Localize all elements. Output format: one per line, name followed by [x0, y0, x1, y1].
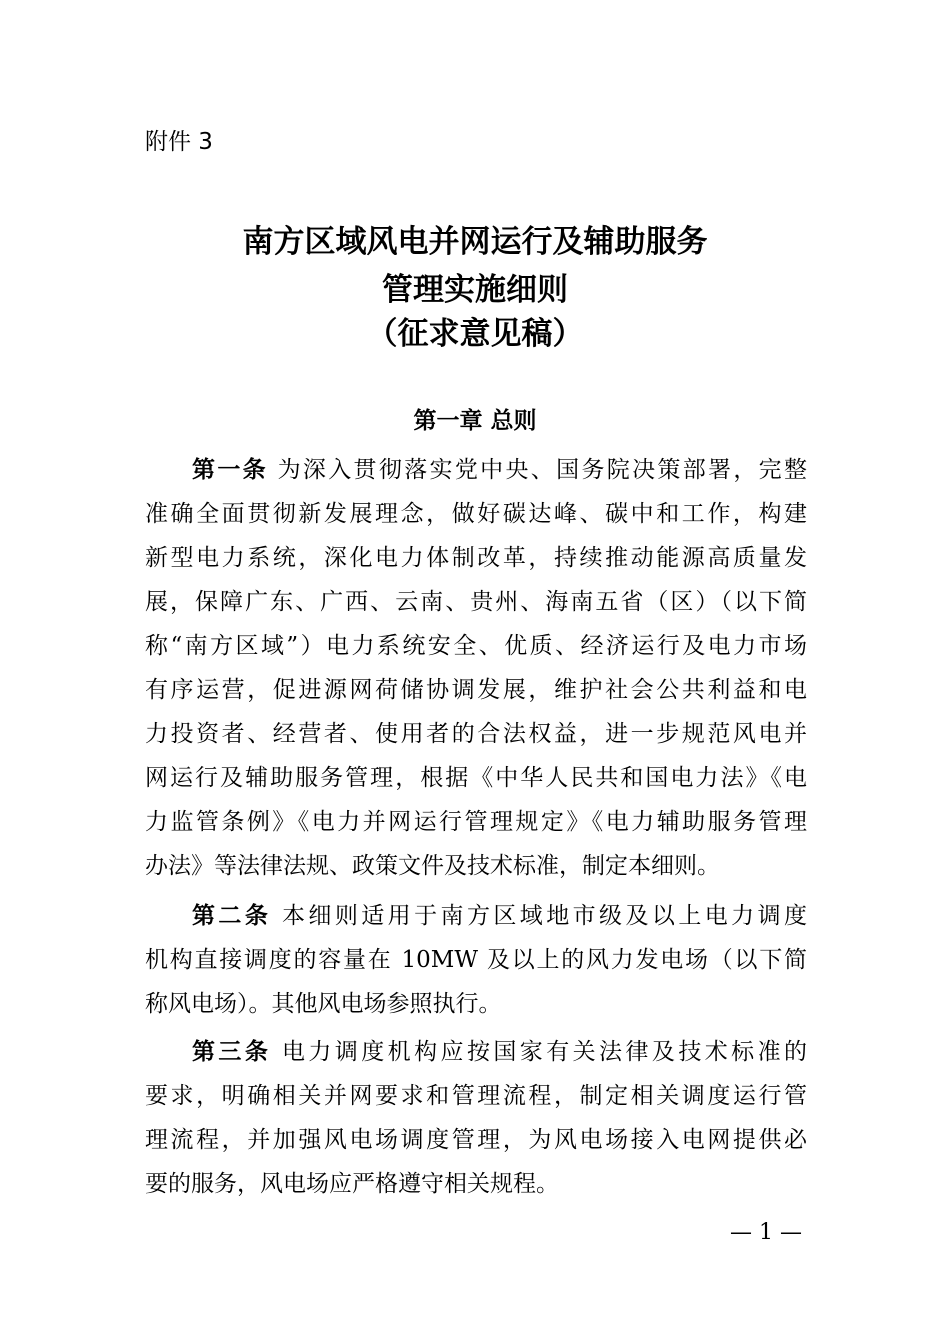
article-1-line: 网运行及辅助服务管理，根据《中华人民共和国电力法》《电	[145, 765, 807, 791]
article-1-line: 准确全面贯彻新发展理念，做好碳达峰、碳中和工作，构建	[145, 501, 807, 527]
article-1-label: 第一条	[192, 457, 268, 483]
article-3-label: 第三条	[192, 1039, 272, 1065]
article-1-first-line-text: 为深入贯彻落实党中央、国务院决策部署，完整	[267, 457, 808, 483]
document-title-line-2: 管理实施细则	[382, 272, 568, 308]
article-2-first-line	[192, 894, 807, 938]
article-3-first-line-text: 电力调度机构应按国家有关法律及技术标准的	[271, 1039, 808, 1065]
attachment-label: 附件 3	[145, 129, 213, 155]
article-1-line: 称“南方区域”）电力系统安全、优质、经济运行及电力市场	[145, 633, 807, 659]
document-title-line-1: 南方区域风电并网运行及辅助服务	[242, 224, 708, 260]
article-1-line: 办法》等法律法规、政策文件及技术标准，制定本细则。	[145, 853, 720, 879]
article-2-label: 第二条	[192, 903, 272, 929]
article-1-first-line	[192, 448, 807, 492]
article-1-line: 新型电力系统，深化电力体制改革，持续推动能源高质量发	[145, 545, 807, 571]
article-1-line: 力投资者、经营者、使用者的合法权益，进一步规范风电并	[145, 721, 807, 747]
article-2-first-line-text: 本细则适用于南方区域地市级及以上电力调度	[271, 903, 808, 929]
article-3-first-line	[192, 1030, 807, 1074]
article-3-line: 要的服务，风电场应严格遵守相关规程。	[145, 1171, 559, 1197]
article-1-line: 力监管条例》《电力并网运行管理规定》《电力辅助服务管理	[145, 809, 807, 835]
article-3-line: 理流程，并加强风电场调度管理，为风电场接入电网提供必	[145, 1127, 807, 1153]
page-number: — 1 —	[730, 1220, 802, 1245]
document-title-line-3: （征求意见稿）	[366, 316, 584, 352]
article-1-line: 有序运营，促进源网荷储协调发展，维护社会公共利益和电	[145, 677, 807, 703]
article-2-line: 机构直接调度的容量在 10MW 及以上的风力发电场（以下简	[145, 947, 807, 973]
article-3-line: 要求，明确相关并网要求和管理流程，制定相关调度运行管	[145, 1083, 807, 1109]
article-1-line: 展，保障广东、广西、云南、贵州、海南五省（区）（以下简	[145, 589, 807, 615]
chapter-heading: 第一章 总则	[413, 408, 537, 434]
article-2-line: 称风电场）。其他风电场参照执行。	[145, 991, 502, 1017]
